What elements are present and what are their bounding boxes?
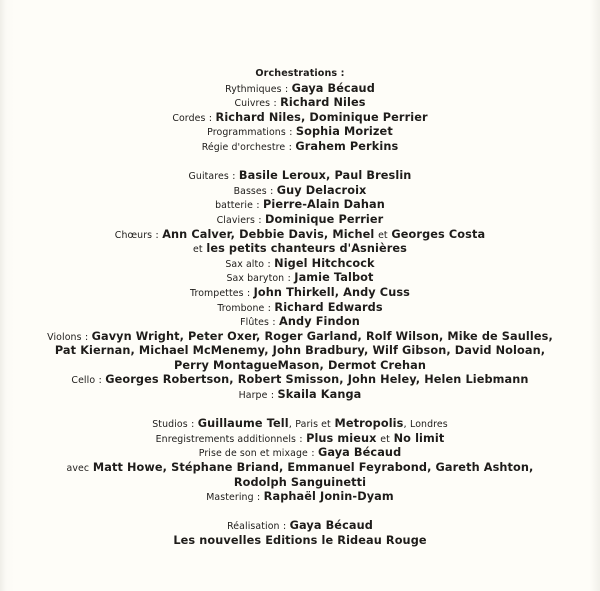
credit-trombone: Trombone : Richard Edwards <box>217 300 383 314</box>
credit-name: Grahem Perkins <box>295 139 399 153</box>
credit-name: Richard Niles <box>280 96 366 110</box>
credit-place: Paris et <box>295 419 331 431</box>
credit-name: Jamie Talbot <box>294 271 374 285</box>
credit-cordes: Cordes : Richard Niles, Dominique Perrier <box>172 110 428 124</box>
credit-role: Régie d'orchestre <box>201 141 286 153</box>
credit-name: Richard Niles, Dominique Perrier <box>215 110 428 124</box>
credit-role: Basses <box>233 185 267 197</box>
credit-role: batterie <box>215 200 253 212</box>
credit-name: Gavyn Wright, Peter Oxer, Roger Garland, Rolf Wilson, Mike de Saulles, <box>91 329 553 343</box>
credit-role: Cordes <box>172 112 206 124</box>
credit-trompettes: Trompettes : John Thirkell, Andy Cuss <box>190 285 410 299</box>
credit-role: Réalisation <box>227 521 280 533</box>
credit-role: Claviers <box>216 214 255 226</box>
credit-name: Gaya Bécaud <box>291 81 375 95</box>
credit-programmations: Programmations : Sophia Morizet <box>207 125 393 139</box>
credit-name: Gaya Bécaud <box>289 519 373 533</box>
credit-name: Pat Kiernan, Michael McMenemy, John Bradbury, Wilf Gibson, David Noloan, <box>54 344 546 358</box>
credit-role: Prise de son et mixage <box>198 448 308 460</box>
credit-choeurs-cont <box>0 242 600 257</box>
credit-name: Dominique Perrier <box>265 212 384 226</box>
credit-realisation: Réalisation : Gaya Bécaud <box>227 519 373 533</box>
credit-sax-alto: Sax alto : Nigel Hitchcock <box>225 256 375 270</box>
credit-name: Georges Robertson, Robert Smisson, John Heley, Helen Liebmann <box>105 373 529 387</box>
credit-role: avec <box>66 463 90 475</box>
credit-name: Andy Findon <box>279 315 360 329</box>
credit-role: Sax alto <box>225 258 265 270</box>
credit-name: Ann Calver, Debbie Davis, Michel <box>162 227 375 241</box>
credit-batterie: batterie : Pierre-Alain Dahan <box>215 198 385 212</box>
credit-name: Nigel Hitchcock <box>274 256 375 270</box>
credit-name: Georges Costa <box>391 227 486 241</box>
credits-block <box>0 67 600 549</box>
credit-harpe: Harpe : Skaila Kanga <box>238 388 362 402</box>
credit-sax-baryton: Sax baryton : Jamie Talbot <box>226 271 374 285</box>
credit-name: Skaila Kanga <box>277 388 362 402</box>
spacer <box>0 155 600 170</box>
credit-cuivres: Cuivres : Richard Niles <box>234 96 366 110</box>
credit-role: Sax baryton <box>226 273 285 285</box>
orchestrations-heading: Orchestrations : <box>255 68 345 79</box>
credit-avec-cont <box>0 476 600 491</box>
credit-role: Guitares <box>188 171 229 183</box>
credit-publisher <box>0 534 600 549</box>
credit-role: Cello <box>71 375 96 387</box>
credit-conjunction: et <box>378 229 388 241</box>
credit-name: Richard Edwards <box>274 300 383 314</box>
credit-avec <box>0 461 600 476</box>
credit-role: Violons <box>47 331 82 343</box>
credit-role: Rythmiques <box>225 83 282 95</box>
credit-rythmiques: Rythmiques : Gaya Bécaud <box>225 81 375 95</box>
credit-role: Chœurs <box>114 229 153 241</box>
credit-name: Guillaume Tell <box>197 417 289 431</box>
credit-enregistrements: Enregistrements additionnels : Plus mieux et No limit <box>155 431 445 445</box>
credit-role: Studios <box>152 419 188 431</box>
credit-role: Harpe <box>238 390 268 402</box>
credit-name: Matt Howe, Stéphane Briand, Emmanuel Feyrabond, Gareth Ashton, <box>92 461 534 475</box>
credit-violons-cont <box>0 359 600 374</box>
credit-name: Raphaël Jonin-Dyam <box>263 490 394 504</box>
credit-name: Gaya Bécaud <box>317 446 402 460</box>
credit-name: Basile Leroux, Paul Breslin <box>238 169 412 183</box>
credit-studios: Studios : Guillaume Tell, Paris et Metropolis, Londres <box>152 417 448 431</box>
credit-name: Plus mieux <box>306 431 377 445</box>
credit-role: Trombone <box>217 302 265 314</box>
spacer <box>0 403 600 418</box>
credit-conjunction: et <box>380 433 390 445</box>
credit-prise-de-son: Prise de son et mixage : Gaya Bécaud <box>198 446 402 460</box>
credit-name: Perry MontagueMason, Dermot Crehan <box>174 358 426 372</box>
credit-violons-cont <box>0 344 600 359</box>
credit-role: Cuivres <box>234 98 271 110</box>
credit-choeurs: Chœurs : Ann Calver, Debbie Davis, Michel et Georges Costa <box>114 227 486 241</box>
credit-place: Londres <box>410 419 448 431</box>
credit-role: Flûtes <box>240 317 270 329</box>
credit-name: No limit <box>393 431 445 445</box>
credit-claviers: Claviers : Dominique Perrier <box>216 212 384 226</box>
credit-violons: Violons : Gavyn Wright, Peter Oxer, Roger Garland, Rolf Wilson, Mike de Saulles, <box>47 329 553 343</box>
credit-guitares: Guitares : Basile Leroux, Paul Breslin <box>188 169 412 183</box>
credit-name: Guy Delacroix <box>276 183 367 197</box>
credit-flutes: Flûtes : Andy Findon <box>240 315 360 329</box>
spacer <box>0 505 600 520</box>
credit-name: John Thirkell, Andy Cuss <box>253 285 410 299</box>
credit-role: Trompettes <box>190 287 244 299</box>
credit-conjunction: et <box>192 244 203 256</box>
credit-mastering: Mastering : Raphaël Jonin-Dyam <box>206 490 394 504</box>
credit-role: Programmations <box>207 127 286 139</box>
credit-cello: Cello : Georges Robertson, Robert Smisson, John Heley, Helen Liebmann <box>71 373 529 387</box>
credit-role: Enregistrements additionnels <box>155 433 297 445</box>
credit-role: Mastering <box>206 492 254 504</box>
credit-basses: Basses : Guy Delacroix <box>233 183 367 197</box>
credit-name: les petits chanteurs d'Asnières <box>206 242 407 256</box>
credit-regie: Régie d'orchestre : Grahem Perkins <box>201 139 399 153</box>
publisher-name: Les nouvelles Editions le Rideau Rouge <box>173 534 427 547</box>
credit-name: Metropolis <box>334 417 404 431</box>
credit-name: Rodolph Sanguinetti <box>233 475 367 489</box>
credit-name: Pierre-Alain Dahan <box>262 198 385 212</box>
credit-name: Sophia Morizet <box>295 125 393 139</box>
